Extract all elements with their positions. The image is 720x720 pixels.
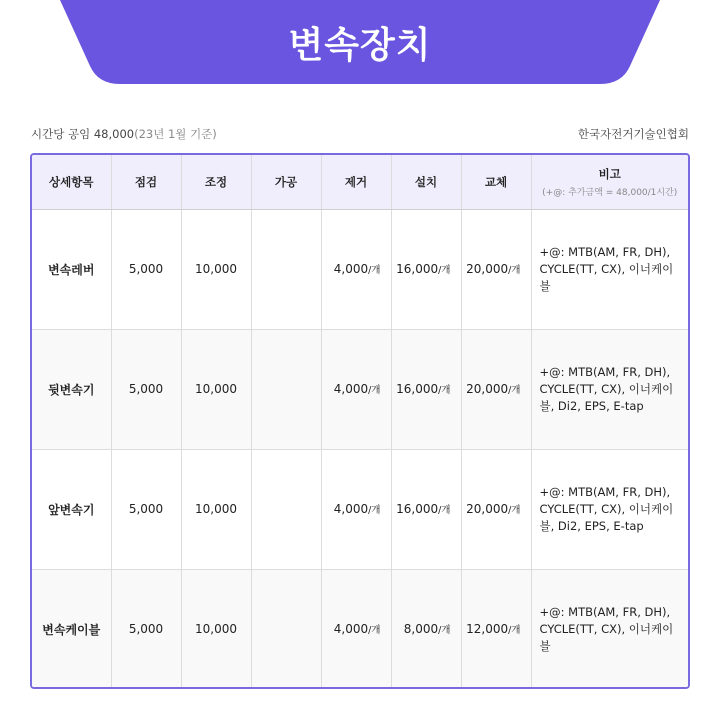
page-title: 변속장치 — [288, 24, 432, 66]
table-row — [32, 329, 688, 449]
row-remove-value: 4,000 — [333, 382, 369, 396]
row-remove — [321, 209, 391, 329]
header-inspect: 점검 — [111, 155, 181, 209]
row-adjust: 10,000 — [181, 329, 251, 449]
row-remove-value: 4,000 — [333, 502, 369, 516]
header-replace: 교체 — [461, 155, 531, 209]
header-remark — [531, 155, 688, 209]
header-machining: 가공 — [251, 155, 321, 209]
row-remove — [321, 569, 391, 689]
row-install-unit: /개 — [438, 265, 451, 276]
table-row — [32, 209, 688, 329]
row-inspect: 5,000 — [111, 569, 181, 689]
row-install-unit: /개 — [438, 625, 451, 637]
row-adjust: 10,000 — [181, 209, 251, 329]
row-item: 앞변속기 — [32, 449, 111, 569]
table-row — [32, 449, 688, 569]
row-replace-value: 20,000 — [466, 262, 509, 276]
row-adjust: 10,000 — [181, 569, 251, 689]
row-remark: +@: MTB(AM, FR, DH), CYCLE(TT, CX), 이너케이블, Di2, EPS, E-tap — [531, 449, 688, 569]
row-remark: +@: MTB(AM, FR, DH), CYCLE(TT, CX), 이너케이블 — [531, 209, 688, 329]
row-remove-unit: /개 — [368, 505, 381, 516]
table-header-row — [32, 155, 688, 209]
row-replace — [461, 209, 531, 329]
header-remark-note: (+@: 추가금액 = 48,000/1시간) — [542, 187, 678, 198]
row-remove — [321, 329, 391, 449]
labor-rate-basis: (23년 1월 기준) — [134, 127, 217, 141]
row-install-value: 8,000 — [403, 622, 439, 637]
row-replace-value: 12,000 — [466, 622, 509, 637]
table-row — [32, 569, 688, 689]
price-table — [30, 153, 690, 689]
row-remove-unit: /개 — [368, 625, 381, 637]
row-replace-unit: /개 — [508, 265, 521, 276]
row-inspect: 5,000 — [111, 209, 181, 329]
row-remove-unit: /개 — [368, 385, 381, 396]
header-remark-label: 비고 — [598, 166, 621, 181]
row-replace-unit: /개 — [508, 625, 521, 637]
labor-rate-value: 시간당 공임 48,000 — [31, 127, 135, 141]
row-replace — [461, 569, 531, 689]
header-item: 상세항목 — [32, 155, 111, 209]
row-install-value: 16,000 — [396, 382, 439, 396]
row-install — [391, 209, 461, 329]
row-remove-value: 4,000 — [333, 622, 369, 637]
row-replace-unit: /개 — [508, 385, 521, 396]
row-machining — [251, 569, 321, 689]
row-install-value: 16,000 — [396, 502, 439, 516]
header-adjust: 조정 — [181, 155, 251, 209]
row-remove-unit: /개 — [368, 265, 381, 276]
title-banner — [0, 0, 720, 84]
row-replace-unit: /개 — [508, 505, 521, 516]
row-remove-value: 4,000 — [333, 262, 369, 276]
row-replace — [461, 329, 531, 449]
row-machining — [251, 449, 321, 569]
header-remove: 제거 — [321, 155, 391, 209]
row-machining — [251, 329, 321, 449]
row-inspect: 5,000 — [111, 449, 181, 569]
row-remark: +@: MTB(AM, FR, DH), CYCLE(TT, CX), 이너케이블, Di2, EPS, E-tap — [531, 329, 688, 449]
header-install: 설치 — [391, 155, 461, 209]
row-install-unit: /개 — [438, 385, 451, 396]
row-remark: +@: MTB(AM, FR, DH), CYCLE(TT, CX), 이너케이블 — [531, 569, 688, 689]
row-machining — [251, 209, 321, 329]
row-inspect: 5,000 — [111, 329, 181, 449]
row-adjust: 10,000 — [181, 449, 251, 569]
row-item: 변속레버 — [32, 209, 111, 329]
row-replace-value: 20,000 — [466, 502, 509, 516]
row-install — [391, 329, 461, 449]
row-replace-value: 20,000 — [466, 382, 509, 396]
row-item: 뒷변속기 — [32, 329, 111, 449]
row-remove — [321, 449, 391, 569]
row-install — [391, 569, 461, 689]
row-install-value: 16,000 — [396, 262, 439, 276]
row-item: 변속케이블 — [32, 569, 111, 689]
source-organization: 한국자전거기술인협회 — [577, 127, 689, 141]
row-install — [391, 449, 461, 569]
labor-rate — [31, 126, 217, 142]
row-install-unit: /개 — [438, 505, 451, 516]
row-replace — [461, 449, 531, 569]
